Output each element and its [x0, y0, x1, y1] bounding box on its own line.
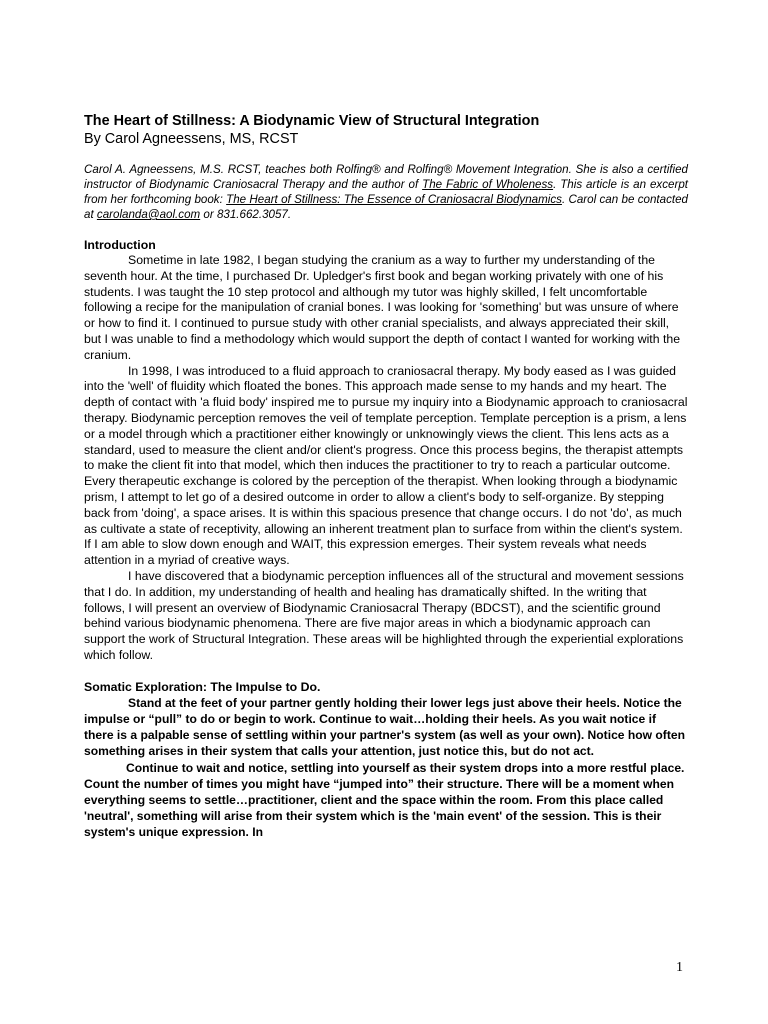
bio-text-3: . Carol can be contacted at — [84, 193, 688, 221]
intro-paragraph-2: In 1998, I was introduced to a fluid approach to craniosacral therapy. My body eased as I was guided into the 'well' of fluidity which floated the bones. This approach made sense to my hands and my heart. The depth of contact with 'a fluid body' inspired me to pursue my inquiry into a Biodynamic approach to craniosacral therapy. Biodynamic perception removes the veil of template perception. Template perception is a prism, a lens or a model through which a practitioner either knowingly or unknowingly views the client. This lens acts as a standard, used to measure the client and/or client's progress. Once this process begins, the therapist attempts to make the client fit into that model, which then induces the practitioner to try to reach a particular outcome. Every therapeutic exchange is colored by the perception of the therapist. When looking through a biodynamic prism, I attempt to let go of a desired outcome in order to allow a client's body to self-organize. By stepping back from 'doing', a space arises. It is within this spacious presence that change occurs. I do not 'do', as much as cultivate a state of receptivity, allowing an inherent treatment plan to surface from within the client's system. If I am able to slow down enough and WAIT, this expression emerges. Their system reveals what needs attention in a myriad of creative ways. — [84, 363, 688, 568]
page-number: 1 — [676, 960, 683, 975]
article-title: The Heart of Stillness: A Biodynamic View of Structural Integration — [84, 113, 540, 129]
intro-paragraph-1: Sometime in late 1982, I began studying the cranium as a way to further my understanding of the seventh hour. At the time, I purchased Dr. Upledger's first book and began working privately with one of his students. I was taught the 10 step protocol and although my tutor was highly skilled, I felt uncomfortable following a recipe for the manipulation of cranial bones. I was looking for 'something' but was unsure of where or how to find it. I continued to pursue study with other cranial specialists, and always appreciated their skill, but I was unable to find a methodology which would support the depth of contact I wanted for working with the cranium. — [84, 253, 681, 362]
book-title-fabric-of-wholeness: The Fabric of Wholeness — [422, 178, 554, 191]
document-page — [84, 112, 688, 841]
author-email-link[interactable]: carolanda@aol.com — [96, 208, 201, 221]
somatic-exploration-heading: Somatic Exploration: The Impulse to Do. — [84, 679, 321, 694]
section-spacer — [84, 664, 688, 679]
intro-paragraph-3: I have discovered that a biodynamic perception influences all of the structural and movement sessions that I do. In addition, my understanding of health and healing has dramatically shifted. In the writing that follows, I will present an overview of Biodynamic Craniosacral Therapy (BDCST), and the scientific ground behind various biodynamic phenomena. There are five major areas in which a biodynamic approach can support the work of Structural Integration. These areas will be highlighted through the experiential explorations which follow. — [84, 568, 684, 662]
somatic-paragraph-1: Stand at the feet of your partner gently holding their lower legs just above their heels. Notice the impulse or “pull” to do or begin to work. Continue to wait…holding their heels. As you wait notice if there is a palpable sense of settling within your partner's system (as well as your own). Notice how often something arises in their system that calls your attention, just notice this, but do not act. — [84, 695, 685, 759]
article-byline: By Carol Agneessens, MS, RCST — [84, 131, 299, 147]
bio-text-2: . This article is an excerpt from her forthcoming book: — [84, 178, 688, 206]
bio-text-1: Carol A. Agneessens, M.S. RCST, teaches both Rolfing® and Rolfing® Movement Integration. She is also a certified instructor of Biodynamic Craniosacral Therapy and the author of — [84, 163, 688, 191]
somatic-paragraph-2: Continue to wait and notice, settling into yourself as their system drops into a more restful place. Count the number of times you might have “jumped into” their structure. There will be a moment when everything seems to settle…practitioner, client and the space within the room. From this place called 'neutral', something will arise from their system which is the 'main event' of the session. This is their system's unique expression. In — [84, 760, 685, 840]
bio-text-4: or 831.662.3057. — [200, 208, 292, 221]
author-bio — [84, 162, 688, 222]
book-title-heart-of-stillness: The Heart of Stillness: The Essence of Craniosacral Biodynamics — [226, 193, 562, 206]
introduction-heading: Introduction — [84, 238, 156, 252]
